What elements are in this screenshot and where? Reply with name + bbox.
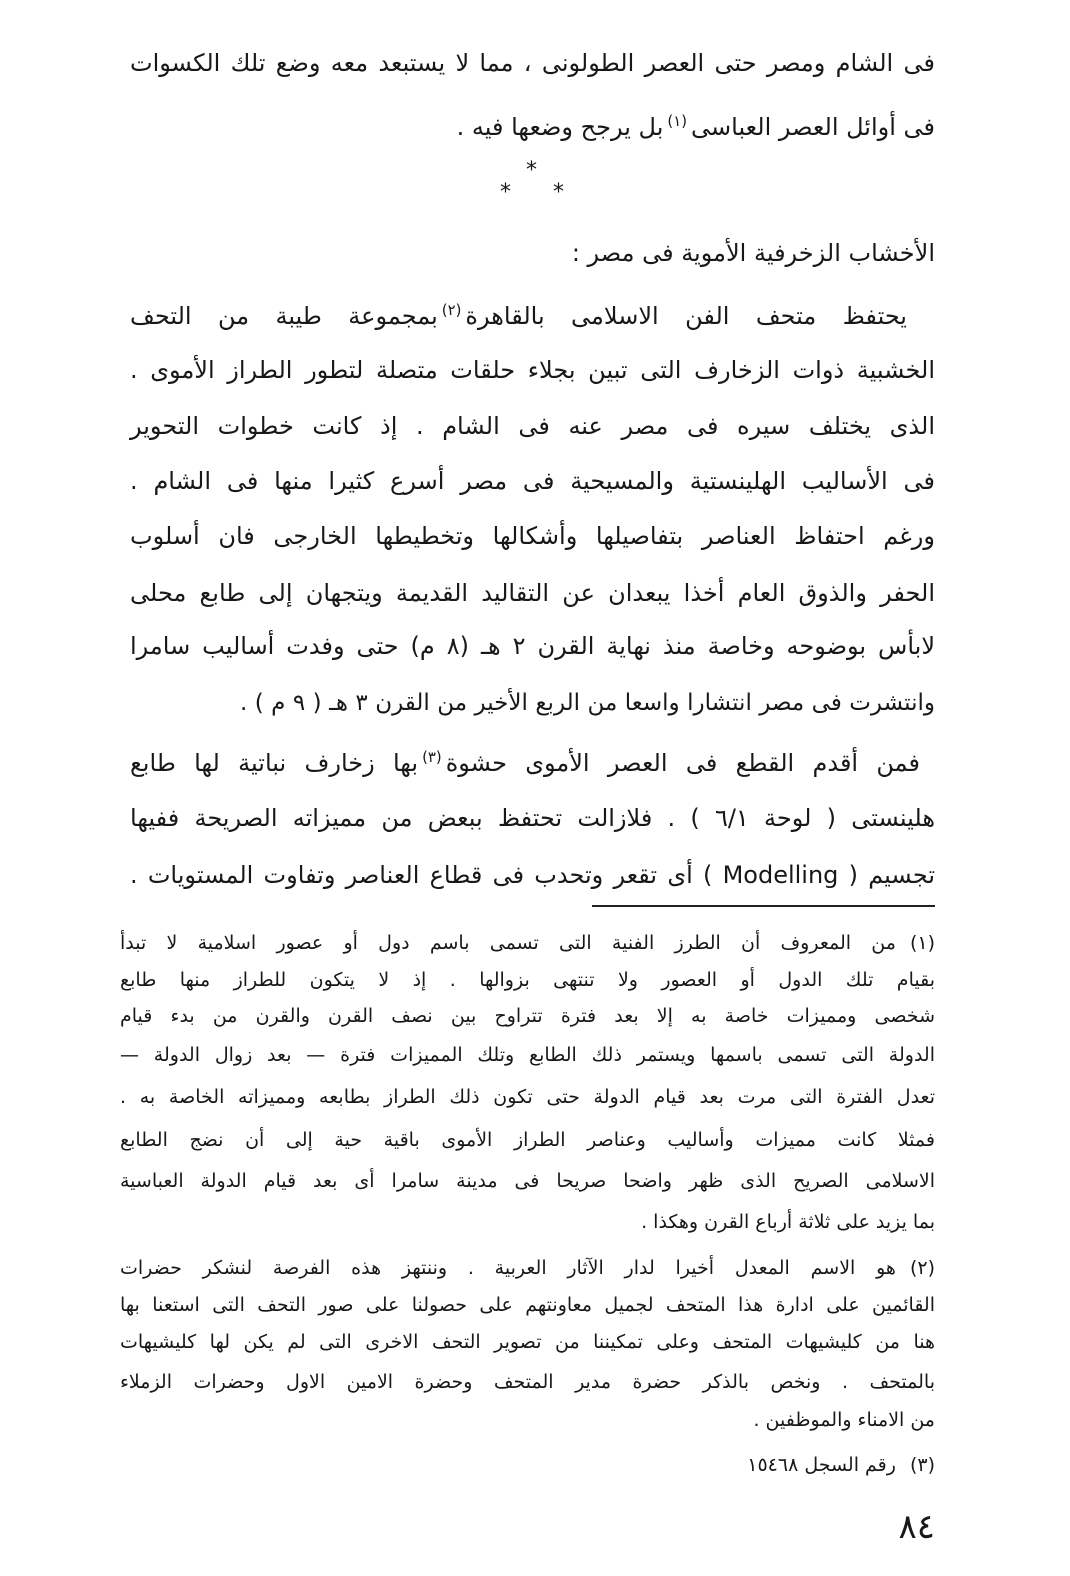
paragraph-1-line-1-text-start: يحتفظ متحف الفن الاسلامى بالقاهرة: [465, 302, 907, 330]
intro-line-2-text-start: فى أوائل العصر العباسى: [691, 113, 935, 141]
footnote-1-line-1: [120, 930, 935, 956]
footnote-1-line-4: الدولة التى تسمى باسمها ويستمر ذلك الطابع وتلك المميزات فترة — بعد زوال الدولة —: [120, 1044, 935, 1066]
footnote-1-line-5: تعدل الفترة التى مرت بعد قيام الدولة حتى تكون ذلك الطراز بطابعه ومميزاته الخاصة به .: [120, 1086, 935, 1108]
footnote-1-line-6: فمثلا كانت مميزات وأساليب وعناصر الطراز الأموى باقية حية إلى أن نضج الطابع: [120, 1129, 935, 1151]
intro-line-1: فى الشام ومصر حتى العصر الطولونى ، مما لا يستبعد معه وضع تلك الكسوات: [130, 49, 935, 77]
footnote-3-line-1-text: رقم السجل ١٥٤٦٨: [747, 1454, 896, 1476]
paragraph-1-line-1-text-end: بمجموعة طيبة من التحف: [130, 302, 438, 330]
footnote-1-line-1-text: من المعروف أن الطرز الفنية التى تسمى باسم دول أو عصور اسلامية لا تبدأ: [120, 932, 896, 954]
footnote-1-line-8: بما يزيد على ثلاثة أرباع القرن وهكذا .: [641, 1211, 935, 1233]
paragraph-2-line-1-text-end: بها زخارف نباتية لها طابع: [130, 749, 419, 777]
footnote-2-line-1: [120, 1255, 935, 1281]
paragraph-1-line-6: الحفر والذوق العام أخذا يبعدان عن التقاليد القديمة ويتجهان إلى طابع محلى: [130, 579, 935, 607]
paragraph-2-line-1-text-start: فمن أقدم القطع فى العصر الأموى حشوة: [445, 749, 921, 777]
footnote-ref-1: (١): [667, 112, 688, 130]
paragraph-1-line-4: فى الأساليب الهلينستية والمسيحية فى مصر أسرع كثيرا منها فى الشام .: [130, 467, 935, 495]
footnote-2-line-2: القائمين على ادارة هذا المتحف لجميل معاونتهم على حصولنا على صور التحف التى استعنا بها: [120, 1294, 935, 1316]
paragraph-1-line-5: ورغم احتفاظ العناصر بتفاصيلها وأشكالها وتخطيطها الخارجى فان أسلوب: [130, 522, 935, 550]
paragraph-1-line-7: لابأس بوضوحه وخاصة منذ نهاية القرن ٢ هـ (٨ م) حتى وفدت أساليب سامرا: [130, 632, 936, 660]
footnote-3-line-1: [120, 1452, 935, 1478]
footnote-2-marker: (٢): [909, 1257, 935, 1279]
footnote-1-line-7: الاسلامى الصريح الذى ظهر واضحا صريحا فى مدينة سامرا أى بعد قيام الدولة العباسية: [120, 1170, 935, 1192]
footnote-1-marker: (١): [909, 932, 935, 954]
separator-star-left: *: [500, 180, 511, 205]
intro-line-2: [130, 110, 935, 144]
footnote-2-line-1-text: هو الاسم المعدل أخيرا لدار الآثار العربية . وننتهز هذه الفرصة لنشكر حضرات: [120, 1257, 896, 1279]
paragraph-2-line-3: تجسيم ( Modelling ) أى تقعر وتحدب فى قطاع العناصر وتفاوت المستويات .: [130, 861, 936, 889]
separator-star-right: *: [553, 180, 564, 205]
footnote-2-line-4: بالمتحف . ونخص بالذكر حضرة مدير المتحف وحضرة الامين الاول وحضرات الزملاء: [120, 1371, 935, 1393]
paragraph-1-line-3: الذى يختلف سيره فى مصر عنه فى الشام . إذ كانت خطوات التحوير: [130, 412, 935, 440]
footnote-ref-2: (٢): [441, 301, 462, 319]
paragraph-1-line-1: [130, 299, 907, 333]
paragraph-2-line-2: هلينستى ( لوحة ٦/١ ) . فلازالت تحتفظ ببعض من مميزاته الصريحة ففيها: [130, 804, 935, 832]
paragraph-1-line-2: الخشبية ذوات الزخارف التى تبين بجلاء حلقات متصلة لتطور الطراز الأموى .: [130, 356, 935, 384]
paragraph-1-line-8: وانتشرت فى مصر انتشارا واسعا من الربع الأخير من القرن ٣ هـ ( ٩ م ) .: [240, 690, 935, 716]
footnote-3-marker: (٣): [909, 1454, 935, 1476]
separator-star-top: *: [526, 158, 537, 183]
footnote-2-line-5: من الامناء والموظفين .: [753, 1409, 935, 1431]
footnote-separator-rule: [592, 905, 935, 907]
intro-line-2-text-end: بل يرجح وضعها فيه .: [456, 113, 664, 141]
footnote-2-line-3: هنا من كليشيهات المتحف وعلى تمكيننا من تصوير التحف الاخرى التى لم يكن لها كليشيهات: [120, 1331, 935, 1353]
footnote-1-line-2: بقيام تلك الدول أو العصور ولا تنتهى بزوالها . إذ لا يتكون للطراز منها طابع: [120, 969, 935, 991]
footnote-1-line-3: شخصى ومميزات خاصة به إلا بعد فترة تتراوح بين نصف القرن والقرن من بدء قيام: [120, 1005, 935, 1027]
page-number: ٨٤: [898, 1507, 935, 1547]
footnote-ref-3: (٣): [422, 748, 442, 766]
section-heading: الأخشاب الزخرفية الأموية فى مصر :: [571, 239, 935, 267]
paragraph-2-line-1: [130, 746, 920, 780]
